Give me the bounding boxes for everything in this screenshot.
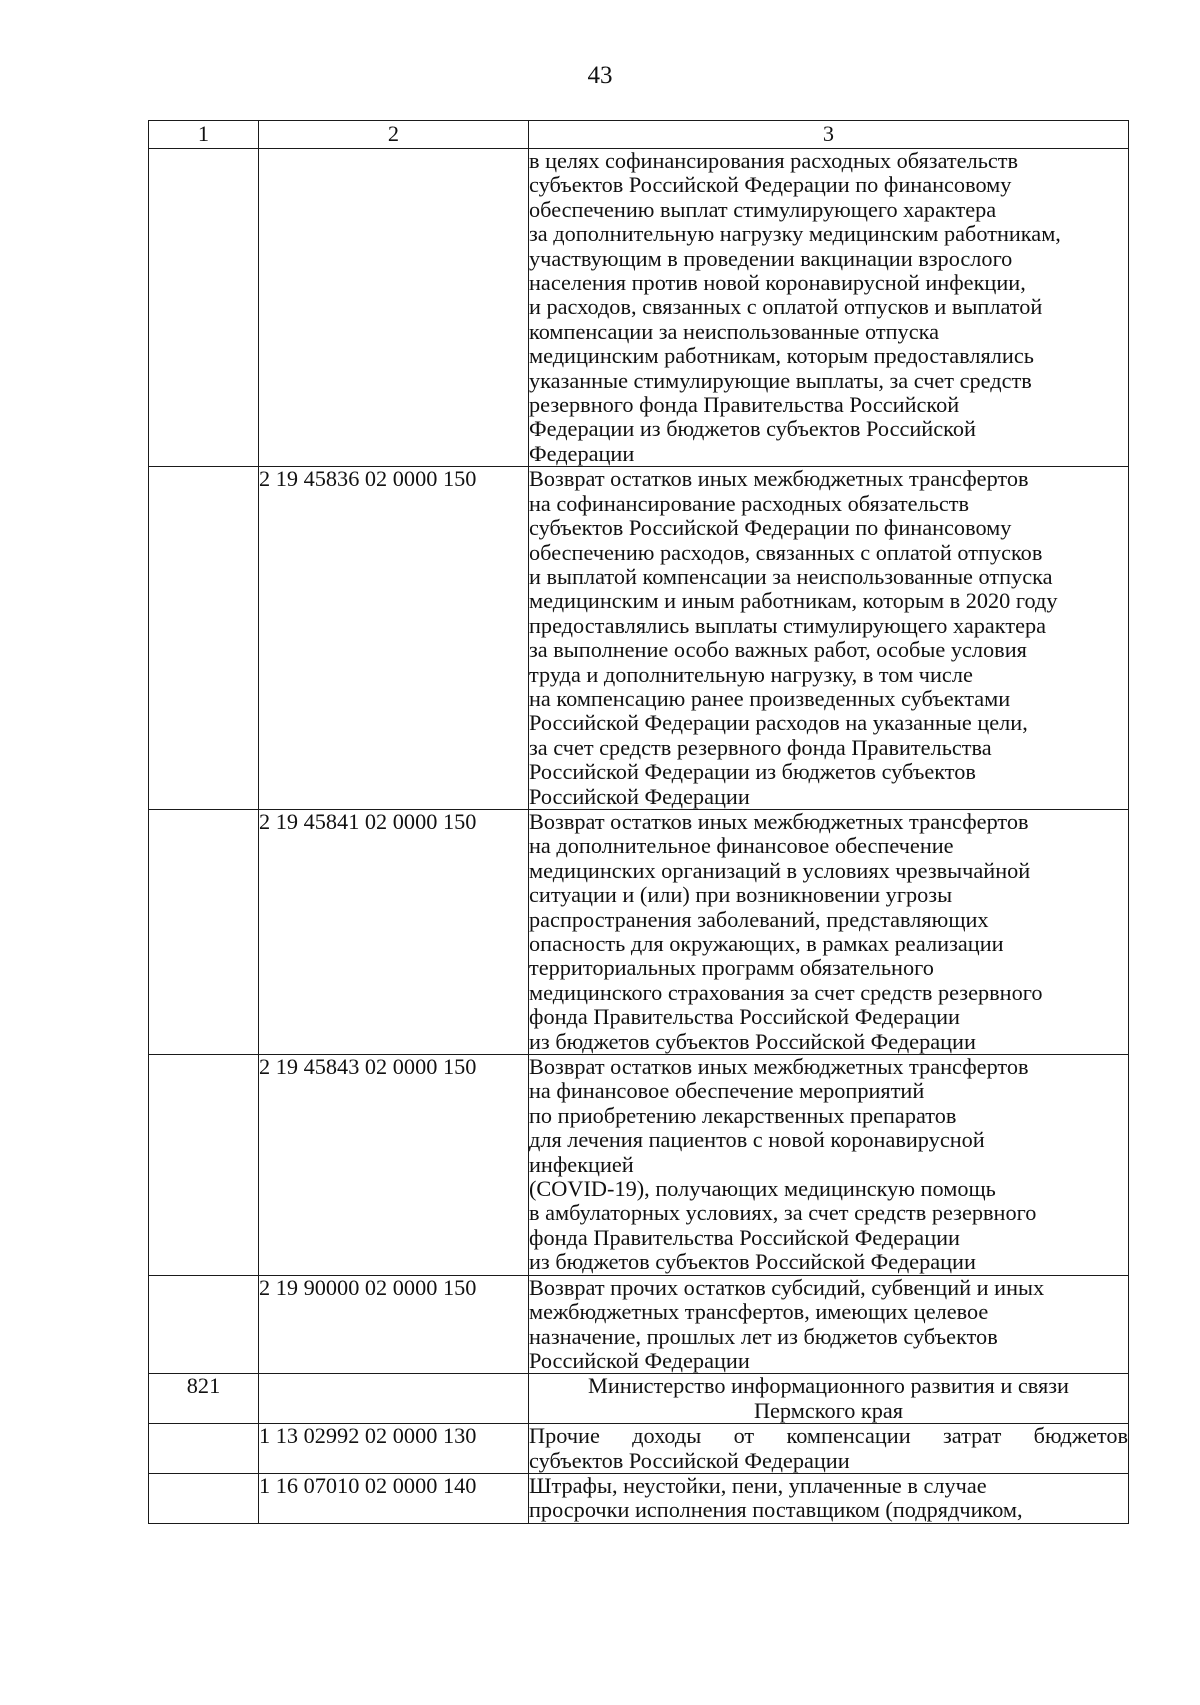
description-line: Пермского края	[753, 1397, 904, 1423]
table-row	[149, 1473, 1129, 1523]
revenue-description-cell	[529, 467, 1129, 810]
description-line: Прочие доходы от компенсации затрат бюджетов	[529, 1423, 1128, 1449]
description-line: за дополнительную нагрузку медицинским работникам,	[529, 221, 1061, 247]
description-line: медицинским работникам, которым предоставлялись	[529, 343, 1034, 369]
description-line: назначение, прошлых лет из бюджетов субъектов	[529, 1323, 998, 1349]
description-line: ситуации и (или) при возникновении угрозы	[529, 882, 953, 908]
description-line: Возврат остатков иных межбюджетных трансфертов	[529, 1054, 1029, 1080]
description-line: фонда Правительства Российской Федерации	[529, 1004, 960, 1030]
description-line: инфекцией	[529, 1151, 634, 1177]
description-line: и расходов, связанных с оплатой отпусков и выплатой	[529, 294, 1043, 320]
admin-code-cell	[149, 1055, 259, 1276]
description-line: межбюджетных трансфертов, имеющих целевое	[529, 1299, 989, 1325]
description-line: на финансовое обеспечение мероприятий	[529, 1078, 925, 1104]
description-line: Российской Федерации	[529, 783, 750, 809]
admin-code-cell	[149, 1424, 259, 1474]
column-number-2: 2	[259, 121, 529, 149]
description-line: на софинансирование расходных обязательств	[529, 490, 970, 516]
description-line: медицинским и иным работникам, которым в 2020 году	[529, 588, 1058, 614]
description-line: Возврат прочих остатков субсидий, субвенций и иных	[529, 1274, 1045, 1300]
description-line: просрочки исполнения поставщиком (подрядчиком,	[529, 1497, 1023, 1523]
admin-code-cell	[149, 149, 259, 467]
description-line: субъектов Российской Федерации	[529, 1447, 850, 1473]
description-line: за выполнение особо важных работ, особые условия	[529, 637, 1027, 663]
table-row	[149, 1055, 1129, 1276]
description-line: Штрафы, неустойки, пени, уплаченные в случае	[529, 1472, 987, 1498]
admin-code-cell: 821	[149, 1374, 259, 1424]
admin-code-cell	[149, 1275, 259, 1374]
description-line: труда и дополнительную нагрузку, в том числе	[529, 661, 973, 687]
description-line: Российской Федерации расходов на указанные цели,	[529, 710, 1028, 736]
description-line: населения против новой коронавирусной инфекции,	[529, 270, 1026, 296]
description-line: (COVID-19), получающих медицинскую помощь	[529, 1176, 996, 1202]
description-line: Возврат остатков иных межбюджетных трансфертов	[529, 808, 1029, 834]
description-line: обеспечению расходов, связанных с оплатой отпусков	[529, 539, 1043, 565]
revenue-description-cell	[529, 1424, 1129, 1474]
description-line: Возврат остатков иных межбюджетных трансфертов	[529, 466, 1029, 492]
description-line: субъектов Российской Федерации по финансовому	[529, 515, 1012, 541]
description-line: обеспечению выплат стимулирующего характера	[529, 196, 997, 222]
description-line: опасность для окружающих, в рамках реализации	[529, 931, 1004, 956]
table-row	[149, 149, 1129, 467]
revenue-description-cell	[529, 809, 1129, 1054]
revenue-code-cell: 1 13 02992 02 0000 130	[259, 1424, 529, 1474]
description-line: медицинского страхования за счет средств резервного	[529, 979, 1043, 1005]
table-row	[149, 1374, 1129, 1424]
admin-code-cell	[149, 467, 259, 810]
table-row	[149, 1424, 1129, 1474]
description-line: Министерство информационного развития и связи	[588, 1373, 1069, 1399]
column-number-3: 3	[529, 121, 1129, 149]
description-line: из бюджетов субъектов Российской Федерации	[529, 1249, 976, 1275]
table-row	[149, 809, 1129, 1054]
table-row	[149, 467, 1129, 810]
revenue-code-cell: 1 16 07010 02 0000 140	[259, 1473, 529, 1523]
description-line: медицинских организаций в условиях чрезвычайной	[529, 857, 1031, 883]
revenue-description-cell	[529, 1374, 1129, 1424]
description-line: Федерации из бюджетов субъектов Российской	[529, 416, 976, 442]
page-number: 43	[587, 62, 613, 89]
description-line: субъектов Российской Федерации по финансовому	[529, 172, 1012, 198]
description-line: резервного фонда Правительства Российской	[529, 392, 960, 418]
revenue-code-cell: 2 19 45843 02 0000 150	[259, 1055, 529, 1276]
description-line: из бюджетов субъектов Российской Федерации	[529, 1028, 976, 1054]
admin-code-cell	[149, 809, 259, 1054]
revenue-code-cell: 2 19 45841 02 0000 150	[259, 809, 529, 1054]
table-row	[149, 1275, 1129, 1374]
revenue-code-cell	[259, 149, 529, 467]
description-line: указанные стимулирующие выплаты, за счет средств	[529, 367, 1032, 393]
column-number-1: 1	[149, 121, 259, 149]
revenue-description-cell	[529, 149, 1129, 467]
description-line: на дополнительное финансовое обеспечение	[529, 833, 954, 859]
revenue-description-cell	[529, 1473, 1129, 1523]
revenue-code-cell: 2 19 90000 02 0000 150	[259, 1275, 529, 1374]
description-line: Федерации	[529, 440, 635, 466]
revenue-codes-table	[148, 120, 1129, 1524]
description-line: в амбулаторных условиях, за счет средств резервного	[529, 1200, 1037, 1226]
revenue-description-cell	[529, 1275, 1129, 1374]
revenue-code-cell	[259, 1374, 529, 1424]
description-line: участвующим в проведении вакцинации взрослого	[529, 245, 1013, 271]
revenue-code-cell: 2 19 45836 02 0000 150	[259, 467, 529, 810]
description-line: территориальных программ обязательного	[529, 955, 934, 981]
description-line: для лечения пациентов с новой коронавирусной	[529, 1127, 985, 1153]
description-line: компенсации за неиспользованные отпуска	[529, 318, 939, 344]
revenue-description-cell	[529, 1055, 1129, 1276]
description-line: по приобретению лекарственных препаратов	[529, 1102, 957, 1128]
description-line: в целях софинансирования расходных обязательств	[529, 148, 1019, 173]
table-header-row	[149, 121, 1129, 149]
description-line: фонда Правительства Российской Федерации	[529, 1224, 960, 1250]
description-line: Российской Федерации из бюджетов субъектов	[529, 759, 976, 785]
description-line: предоставлялись выплаты стимулирующего характера	[529, 612, 1047, 638]
description-line: и выплатой компенсации за неиспользованные отпуска	[529, 563, 1053, 589]
description-line: за счет средств резервного фонда Правительства	[529, 734, 992, 760]
admin-code-cell	[149, 1473, 259, 1523]
description-line: Российской Федерации	[529, 1347, 750, 1373]
description-line: распространения заболеваний, представляющих	[529, 906, 989, 932]
description-line: на компенсацию ранее произведенных субъектами	[529, 685, 1011, 711]
